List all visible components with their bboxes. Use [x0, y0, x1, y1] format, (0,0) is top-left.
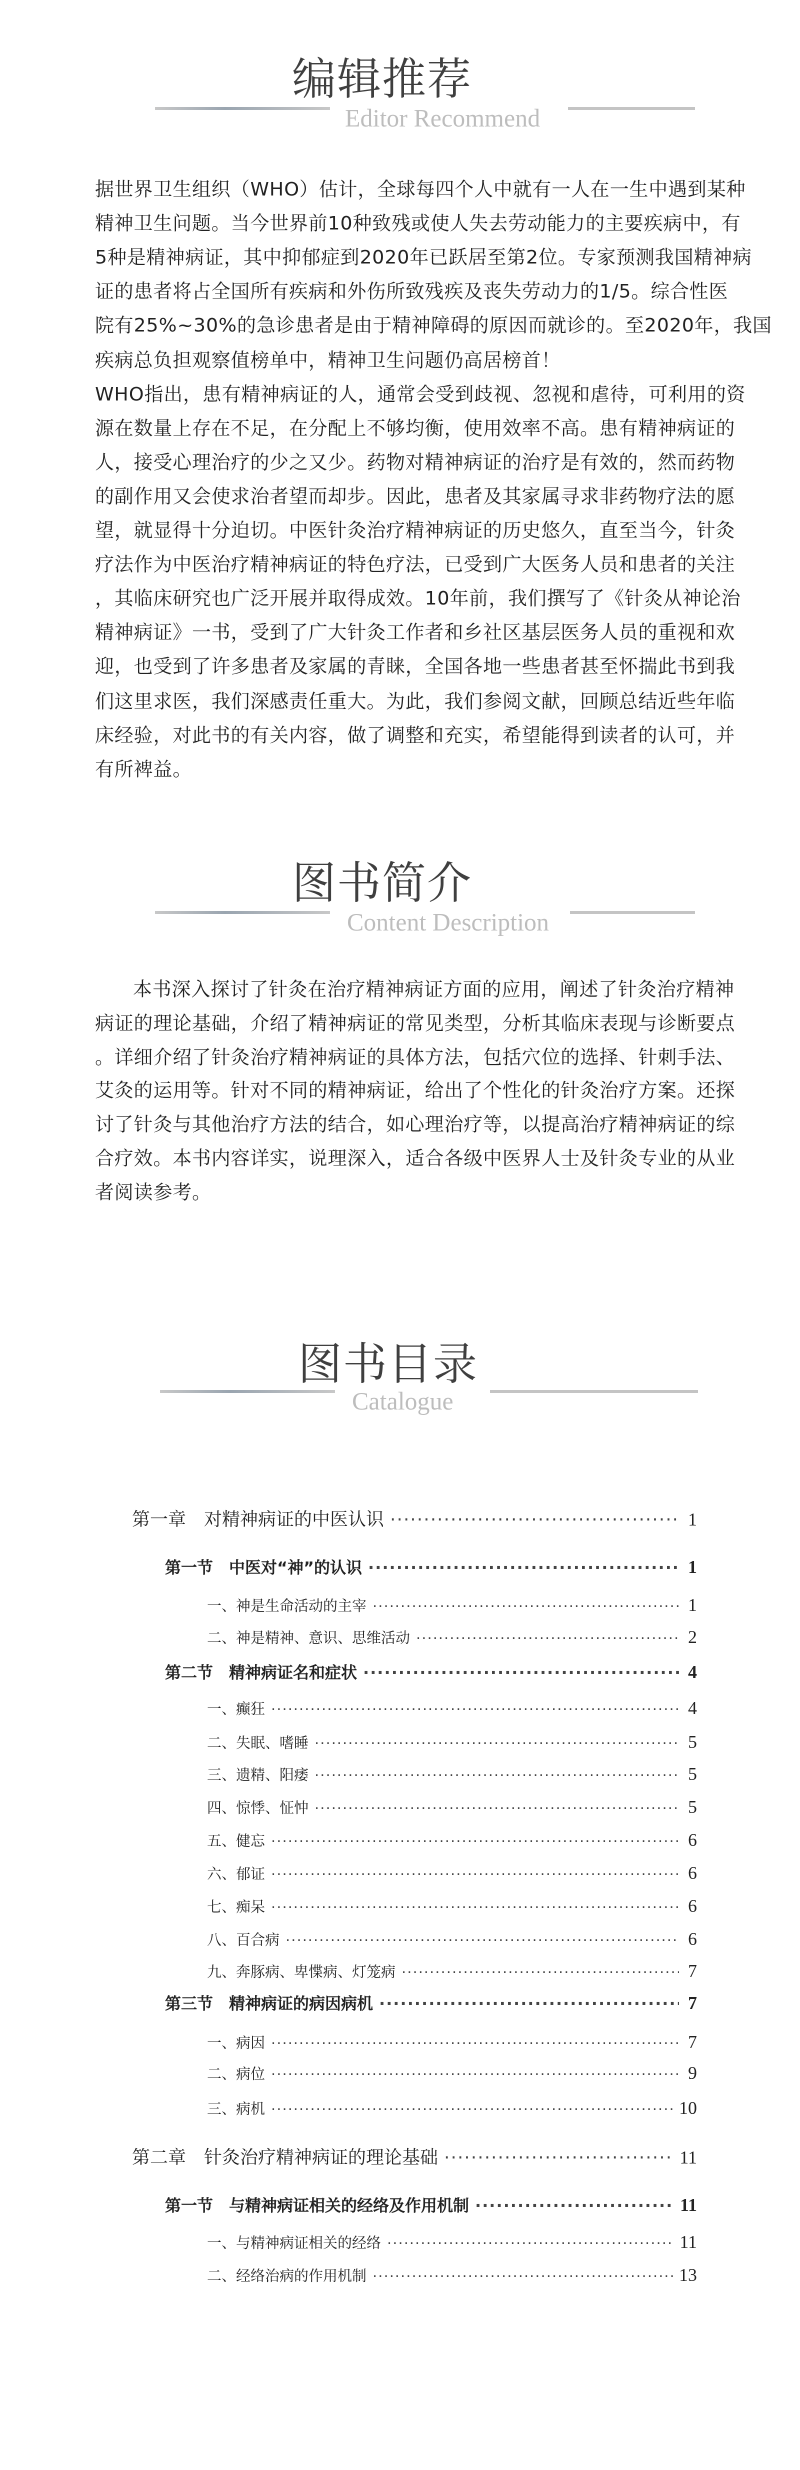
toc-label: 八、百合病	[207, 1932, 280, 1949]
title-divider-right	[568, 107, 695, 110]
text-line: 证的患者将占全国所有疾病和外伤所致残疾及丧失劳动力的1/5。综合性医	[95, 280, 729, 303]
toc-item	[207, 2033, 697, 2052]
toc-label: 一、神是生命活动的主宰	[207, 1598, 367, 1615]
text-line: 人，接受心理治疗的少之又少。药物对精神病证的治疗是有效的，然而药物	[95, 451, 736, 474]
toc-page-number: 1	[688, 1594, 697, 1615]
toc-leader-dots	[402, 1966, 680, 1981]
text-line: 本书深入探讨了针灸在治疗精神病证方面的应用，阐述了针灸治疗精神	[133, 978, 735, 1001]
toc-chapter	[132, 2149, 697, 2168]
toc-page-number: 1	[688, 1557, 697, 1577]
toc-item	[207, 1699, 697, 1718]
text-line: 艾灸的运用等。针对不同的精神病证，给出了个性化的针灸治疗方案。还探	[95, 1079, 736, 1102]
text-line: 精神病证》一书，受到了广大针灸工作者和乡社区基层医务人员的重视和欢	[95, 621, 736, 644]
toc-item	[207, 2233, 697, 2252]
text-line: 迎，也受到了许多患者及家属的青睐，全国各地一些患者甚至怀揣此书到我	[95, 655, 736, 678]
text-line: 合疗效。本书内容详实，说理深入，适合各级中医界人士及针灸专业的从业	[95, 1147, 736, 1170]
toc-section	[165, 2196, 697, 2214]
toc-section	[165, 1558, 697, 1576]
text-line: 病证的理论基础，介绍了精神病证的常见类型，分析其临床表现与诊断要点	[95, 1012, 736, 1035]
toc-leader-dots	[387, 2237, 674, 2252]
toc-label: 七、痴呆	[207, 1899, 265, 1916]
toc-page-number: 11	[679, 2195, 697, 2215]
toc-label: 二、神是精神、意识、思维活动	[207, 1630, 410, 1647]
toc-item	[207, 2064, 697, 2083]
toc-page-number: 6	[688, 1928, 697, 1949]
toc-item	[207, 1733, 697, 1752]
text-line: 5种是精神病证，其中抑郁症到2020年已跃居至第2位。专家预测我国精神病	[95, 246, 752, 269]
toc-page-number: 6	[688, 1862, 697, 1883]
toc-leader-dots	[271, 1868, 679, 1883]
title-divider-left	[155, 911, 330, 914]
toc-page-number: 4	[688, 1697, 697, 1718]
toc-label: 三、病机	[207, 2101, 265, 2118]
editor-section-subtitle: Editor Recommend	[345, 105, 541, 133]
toc-leader-dots	[271, 1703, 679, 1718]
toc-label: 五、健忘	[207, 1833, 265, 1850]
editor-section-title: 编辑推荐	[292, 54, 472, 105]
toc-leader-dots	[373, 2270, 674, 2285]
toc-leader-dots	[315, 1802, 680, 1817]
toc-leader-dots	[363, 1665, 679, 1681]
toc-item	[207, 1831, 697, 1850]
toc-label: 一、癫狂	[207, 1701, 265, 1718]
toc-label: 六、郁证	[207, 1866, 265, 1883]
toc-item	[207, 1897, 697, 1916]
text-line: 者阅读参考。	[95, 1181, 212, 1204]
description-section-title: 图书简介	[292, 858, 472, 909]
text-line: WHO指出，患有精神病证的人，通常会受到歧视、忽视和虐待，可利用的资	[95, 383, 746, 406]
toc-page-number: 7	[688, 1993, 697, 2013]
toc-leader-dots	[271, 1901, 679, 1916]
toc-page-number: 11	[679, 2231, 697, 2252]
toc-page-number: 7	[688, 1960, 697, 1981]
toc-page-number: 9	[688, 2062, 697, 2083]
toc-label: 第一节 中医对“神”的认识	[165, 1558, 363, 1577]
toc-item	[207, 1864, 697, 1883]
toc-leader-dots	[271, 2068, 679, 2083]
toc-leader-dots	[271, 2037, 679, 2052]
toc-leader-dots	[368, 1560, 679, 1576]
toc-label: 九、奔豚病、卑惵病、灯笼病	[207, 1964, 396, 1981]
toc-label: 第二章 针灸治疗精神病证的理论基础	[132, 2147, 438, 2169]
description-section-subtitle: Content Description	[347, 909, 550, 937]
toc-label: 四、惊悸、怔忡	[207, 1800, 309, 1817]
toc-label: 第二节 精神病证名和症状	[165, 1663, 358, 1682]
text-line: ，其临床研究也广泛开展并取得成效。10年前，我们撰写了《针灸从神论治	[95, 587, 741, 610]
toc-label: 二、病位	[207, 2066, 265, 2083]
text-line: 们这里求医，我们深感责任重大。为此，我们参阅文献，回顾总结近些年临	[95, 690, 736, 712]
toc-page-number: 6	[688, 1895, 697, 1916]
text-line: 疾病总负担观察值榜单中，精神卫生问题仍高居榜首！	[95, 349, 561, 371]
toc-label: 第三节 精神病证的病因病机	[165, 1994, 374, 2013]
text-line: 的副作用又会使求治者望而却步。因此，患者及其家属寻求非药物疗法的愿	[95, 485, 736, 508]
text-line: 源在数量上存在不足，在分配上不够均衡，使用效率不高。患有精神病证的	[95, 417, 736, 440]
toc-leader-dots	[416, 1632, 679, 1647]
toc-page-number: 5	[688, 1731, 697, 1752]
toc-item	[207, 1962, 697, 1981]
text-line: 望，就显得十分迫切。中医针灸治疗精神病证的历史悠久，直至当今，针灸	[95, 519, 736, 542]
toc-item	[207, 1798, 697, 1817]
text-line: 疗法作为中医治疗精神病证的特色疗法，已受到广大医务人员和患者的关注	[95, 553, 736, 576]
toc-label: 第一节 与精神病证相关的经络及作用机制	[165, 2196, 470, 2215]
toc-page-number: 4	[688, 1662, 697, 1682]
toc-section	[165, 1663, 697, 1681]
toc-leader-dots	[315, 1769, 680, 1784]
catalogue-section-subtitle: Catalogue	[352, 1388, 454, 1416]
toc-item	[207, 2099, 697, 2118]
toc-item	[207, 2266, 697, 2285]
toc-page-number: 10	[679, 2097, 697, 2118]
toc-leader-dots	[390, 1512, 679, 1530]
toc-label: 第一章 对精神病证的中医认识	[132, 1509, 384, 1531]
toc-item	[207, 1930, 697, 1949]
toc-leader-dots	[271, 2103, 673, 2118]
toc-page-number: 5	[688, 1763, 697, 1784]
toc-item	[207, 1765, 697, 1784]
toc-leader-dots	[373, 1600, 680, 1615]
toc-leader-dots	[286, 1934, 680, 1949]
toc-leader-dots	[379, 1996, 679, 2012]
toc-page-number: 11	[679, 2147, 697, 2168]
title-divider-right	[490, 1390, 698, 1393]
text-line: 据世界卫生组织（WHO）估计，全球每四个人中就有一人在一生中遇到某种	[95, 178, 746, 201]
toc-page-number: 5	[688, 1796, 697, 1817]
toc-label: 二、失眠、嗜睡	[207, 1735, 309, 1752]
catalogue-section-title: 图书目录	[298, 1339, 478, 1390]
text-line: 有所裨益。	[95, 758, 193, 781]
toc-page-number: 1	[688, 1509, 697, 1530]
toc-item	[207, 1628, 697, 1647]
toc-chapter	[132, 1511, 697, 1530]
text-line: 床经验，对此书的有关内容，做了调整和充实，希望能得到读者的认可，并	[95, 724, 736, 747]
toc-page-number: 6	[688, 1829, 697, 1850]
title-divider-right	[570, 911, 695, 914]
toc-page-number: 7	[688, 2031, 697, 2052]
title-divider-left	[155, 107, 330, 110]
toc-label: 一、病因	[207, 2035, 265, 2052]
toc-label: 一、与精神病证相关的经络	[207, 2235, 381, 2252]
toc-leader-dots	[315, 1737, 680, 1752]
toc-leader-dots	[444, 2150, 674, 2168]
title-divider-left	[160, 1390, 335, 1393]
toc-leader-dots	[475, 2198, 674, 2214]
text-line: 讨了针灸与其他治疗方法的结合，如心理治疗等，以提高治疗精神病证的综	[95, 1113, 736, 1136]
toc-item	[207, 1596, 697, 1615]
text-line: 。详细介绍了针灸治疗精神病证的具体方法，包括穴位的选择、针刺手法、	[95, 1046, 736, 1069]
toc-label: 二、经络治病的作用机制	[207, 2268, 367, 2285]
toc-section	[165, 1994, 697, 2012]
text-line: 精神卫生问题。当今世界前10种致残或使人失去劳动能力的主要疾病中，有	[95, 212, 741, 235]
text-line: 院有25%~30%的急诊患者是由于精神障碍的原因而就诊的。至2020年，我国	[95, 314, 772, 337]
toc-leader-dots	[271, 1835, 679, 1850]
toc-label: 三、遗精、阳痿	[207, 1767, 309, 1784]
toc-page-number: 2	[688, 1626, 697, 1647]
toc-page-number: 13	[679, 2264, 697, 2285]
